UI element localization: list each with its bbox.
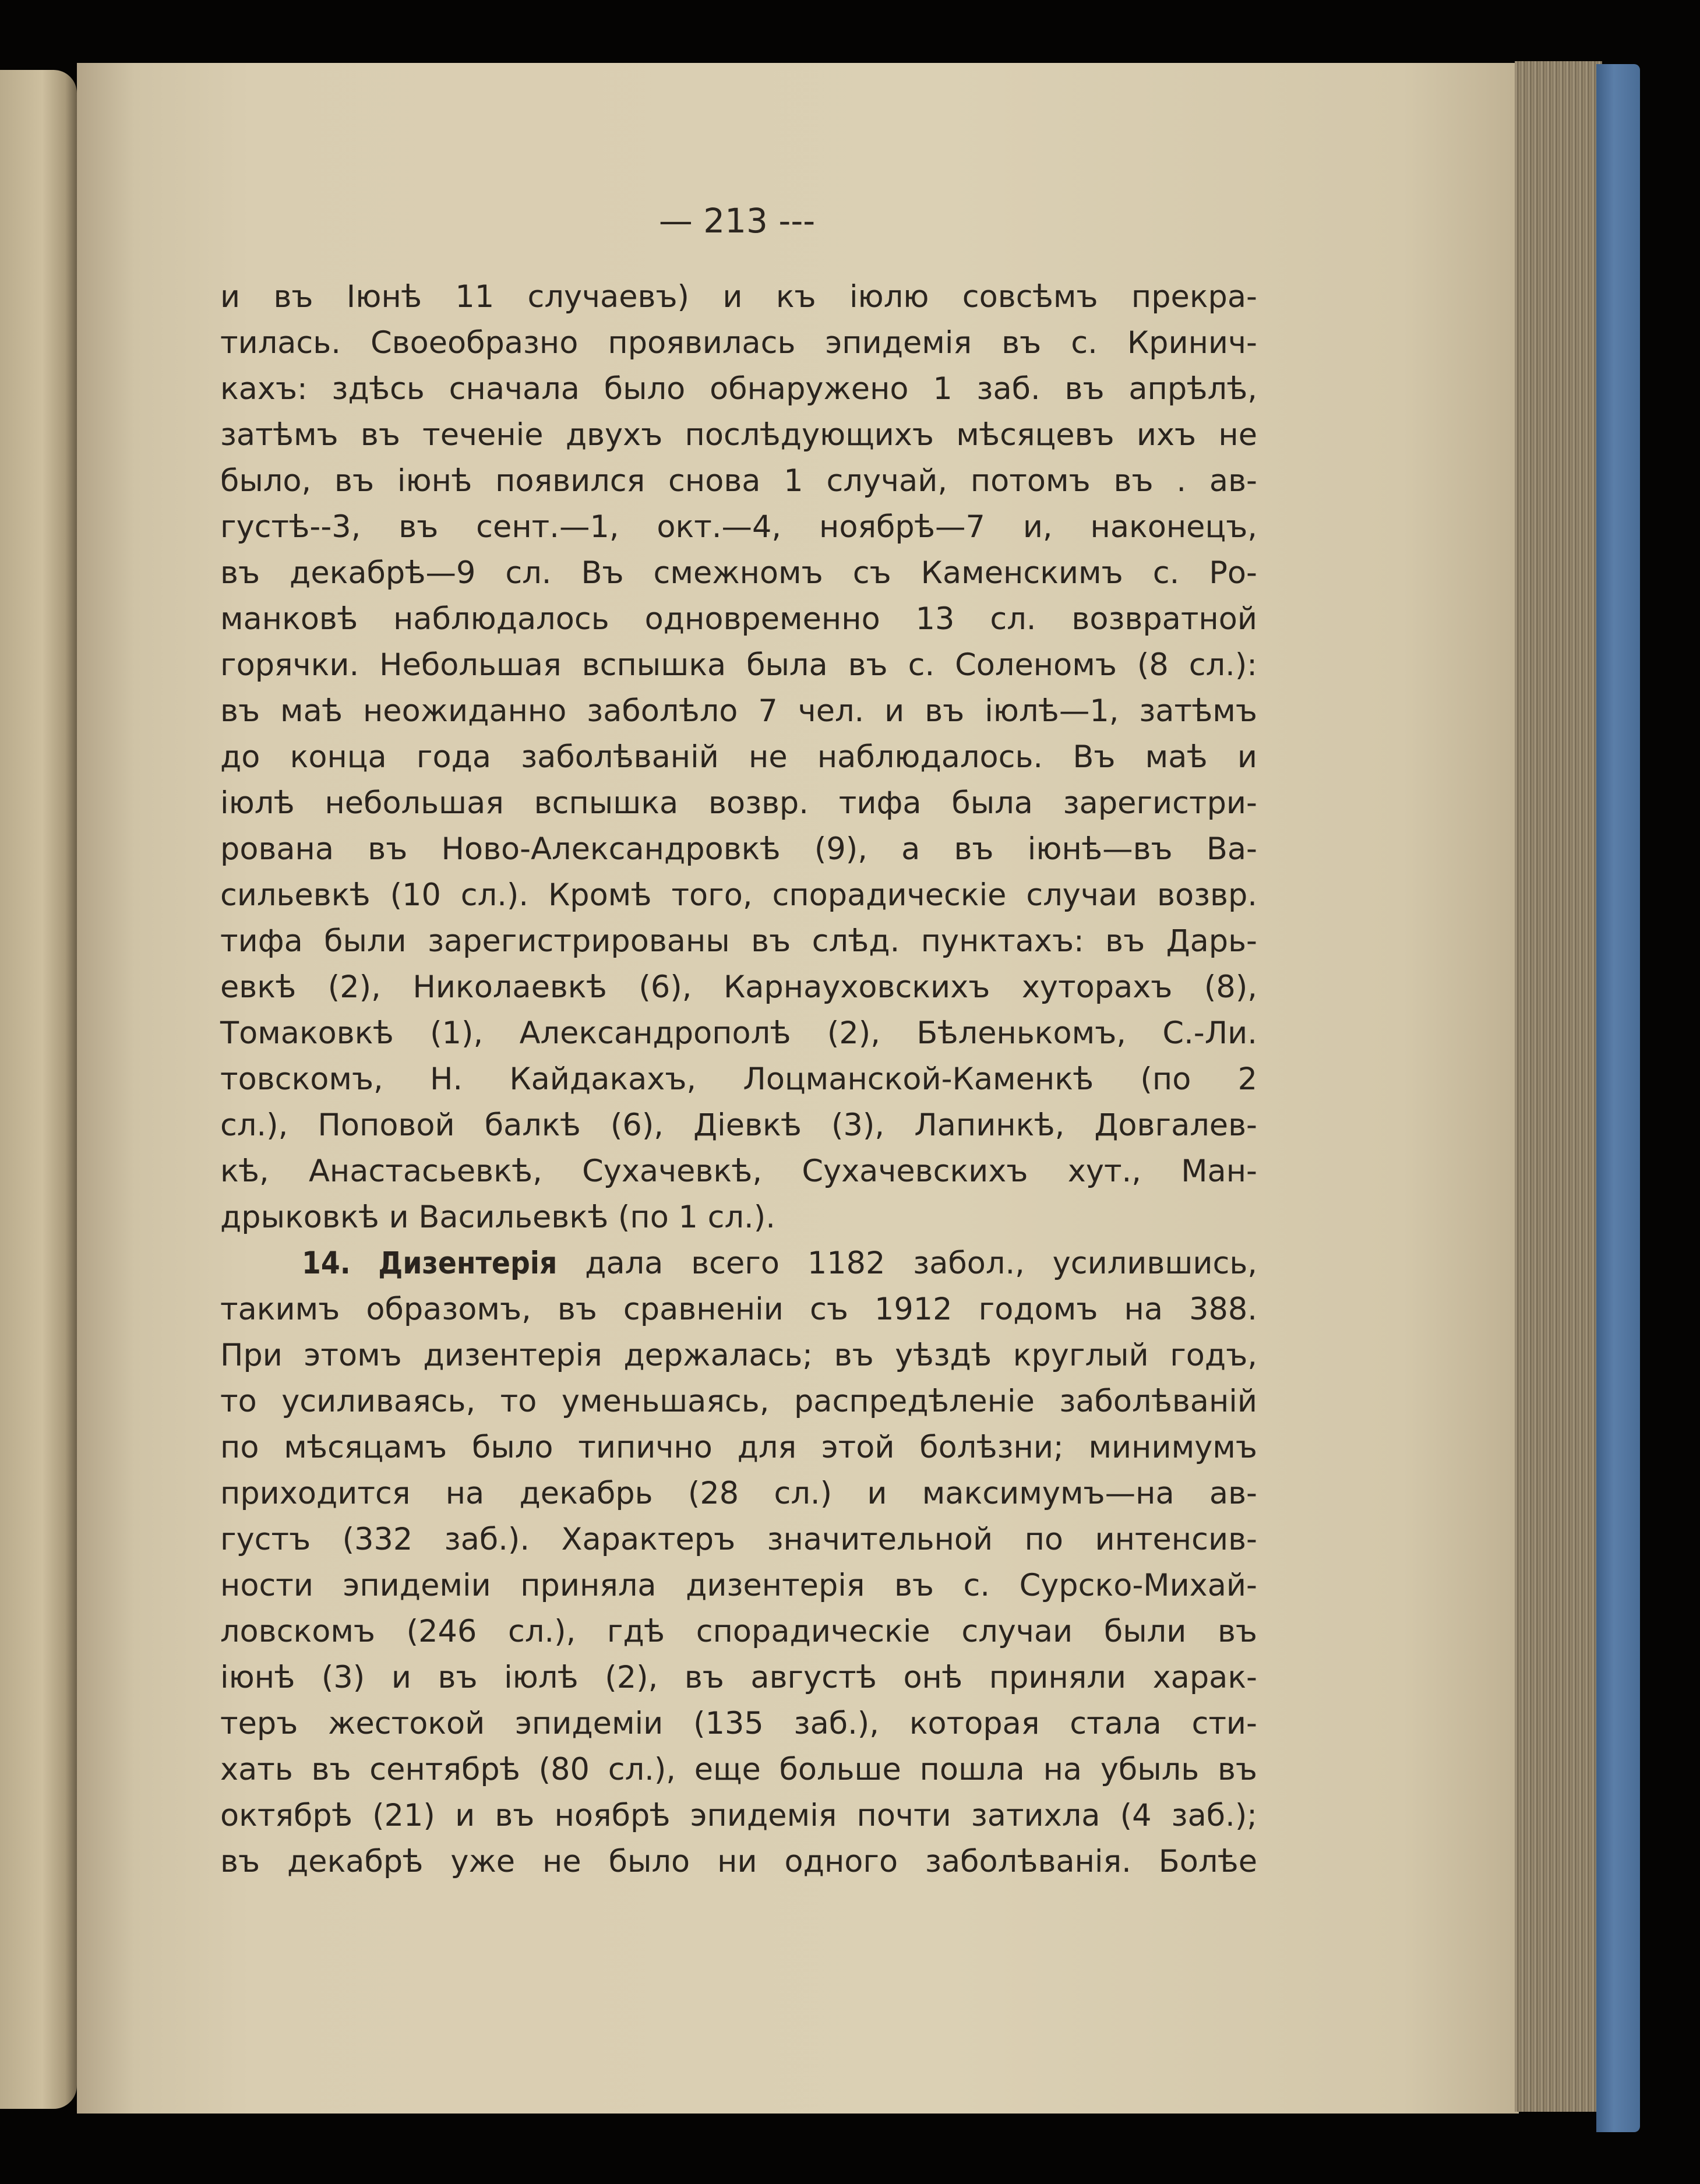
body-text [220,274,1257,1885]
text-line: евкѣ (2), Николаевкѣ (6), Карнауховскихъ хуторахъ (8), [220,969,1257,1005]
text-line: кахъ: здѣсь сначала было обнаружено 1 заб. въ апрѣлѣ, [220,371,1257,407]
text-line: затѣмъ въ теченіе двухъ послѣдующихъ мѣсяцевъ ихъ не [220,417,1257,453]
text-line: манковѣ наблюдалось одновременно 13 сл. возвратной [220,601,1257,637]
text-line: то усиливаясь, то уменьшаясь, распредѣленіе заболѣваній [220,1384,1257,1419]
text-line: такимъ образомъ, въ сравненіи съ 1912 годомъ на 388. [220,1292,1257,1327]
text-line: приходится на декабрь (28 сл.) и максимумъ—на ав- [220,1476,1257,1511]
text-line: хать въ сентябрѣ (80 сл.), еще больше пошла на убыль въ [220,1752,1257,1787]
text-line: При этомъ дизентерія держалась; въ уѣздѣ круглый годъ, [220,1338,1257,1373]
section-heading: 14. Дизентерія [302,1246,558,1281]
text-line: теръ жестокой эпидеміи (135 заб.), которая стала сти- [220,1706,1257,1741]
text-line: въ декабрѣ уже не было ни одного заболѣванія. Болѣе [220,1844,1257,1879]
text-line: Томаковкѣ (1), Александрополѣ (2), Бѣленькомъ, С.-Ли. [220,1015,1257,1051]
text-line: въ маѣ неожиданно заболѣло 7 чел. и въ іюлѣ—1, затѣмъ [220,693,1257,729]
text-line: въ декабрѣ—9 сл. Въ смежномъ съ Каменскимъ с. Ро- [220,555,1257,591]
page-edges [1515,61,1602,2112]
text-line: по мѣсяцамъ было типично для этой болѣзни; минимумъ [220,1430,1257,1465]
paragraph [220,1240,1257,1885]
text-line: тифа были зарегистрированы въ слѣд. пунктахъ: въ Дарь- [220,923,1257,959]
text-line: и въ Іюнѣ 11 случаевъ) и къ іюлю совсѣмъ прекра- [220,279,1257,315]
text-line: іюлѣ небольшая вспышка возвр. тифа была зарегистри- [220,785,1257,821]
text-span: дала всего 1182 забол., усилившись, [585,1246,1257,1281]
text-line: было, въ іюнѣ появился снова 1 случай, потомъ въ . ав- [220,463,1257,499]
text-line: ловскомъ (246 сл.), гдѣ спорадическіе случаи были въ [220,1614,1257,1649]
text-line: ности эпидеміи приняла дизентерія въ с. Сурско-Михай- [220,1568,1257,1603]
text-line: кѣ, Анастасьевкѣ, Сухачевкѣ, Сухачевскихъ хут., Ман- [220,1153,1257,1189]
paragraph [220,274,1257,1240]
text-line: дрыковкѣ и Васильевкѣ (по 1 сл.). [220,1199,775,1235]
text-line: іюнѣ (3) и въ іюлѣ (2), въ августѣ онѣ приняли харак- [220,1660,1257,1695]
text-line: рована въ Ново-Александровкѣ (9), а въ іюнѣ—въ Ва- [220,831,1257,867]
text-line: до конца года заболѣваній не наблюдалось. Въ маѣ и [220,739,1257,775]
text-line: тилась. Своеобразно проявилась эпидемія въ с. Кринич- [220,325,1257,361]
text-line: густъ (332 заб.). Характеръ значительной по интенсив- [220,1522,1257,1557]
book-cover [1596,64,1640,2132]
section-first-line [220,1240,1257,1286]
text-line: октябрѣ (21) и въ ноябрѣ эпидемія почти затихла (4 заб.); [220,1798,1257,1833]
text-line: горячки. Небольшая вспышка была въ с. Соленомъ (8 сл.): [220,647,1257,683]
text-line: сильевкѣ (10 сл.). Кромѣ того, спорадическіе случаи возвр. [220,877,1257,913]
text-line: густѣ--3, въ сент.—1, окт.—4, ноябрѣ—7 и, наконецъ, [220,509,1257,545]
page-number: — 213 --- [658,201,816,241]
text-line: товскомъ, Н. Кайдакахъ, Лоцманской-Каменкѣ (по 2 [220,1061,1257,1097]
text-line: сл.), Поповой балкѣ (6), Діевкѣ (3), Лапинкѣ, Довгалев- [220,1107,1257,1143]
left-page-edge [0,70,77,2109]
